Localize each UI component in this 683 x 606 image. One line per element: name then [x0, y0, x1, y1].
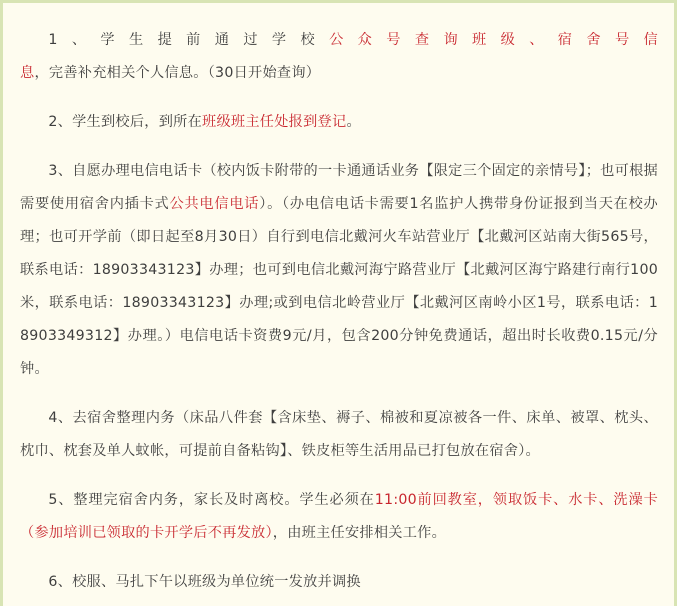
step-1-text-end: ，完善补充相关个人信息。（30日开始查询） — [34, 65, 321, 81]
step-3-paragraph — [20, 155, 658, 386]
step-1-highlight: 公众号查询班级、宿舍号信息 — [20, 32, 658, 81]
step-2-text-end: 。 — [346, 114, 361, 130]
step-4-text: 4、去宿舍整理内务（床品八件套【含床垫、褥子、棉被和夏凉被各一件、床单、被罩、枕头、枕巾、枕套及单人蚊帐，可提前自备粘钩】、铁皮柜等生活用品已打包放在宿舍）。 — [20, 410, 658, 459]
step-2-text: 2、学生到校后，到所在 — [48, 114, 203, 130]
step-1-text: 1、学生提前通过学校 — [48, 32, 330, 48]
step-2-paragraph — [20, 106, 658, 139]
step-5-text-end: ，由班主任安排相关工作。 — [272, 525, 447, 541]
step-1-paragraph — [20, 24, 658, 90]
step-4-paragraph — [20, 402, 658, 468]
step-2-highlight: 班级班主任处报到登记 — [202, 114, 347, 130]
step-3-text-end: ）。（办电信电话卡需要1名监护人携带身份证报到当天在校办理；也可开学前（即日起至8月30日）自行到电信北戴河火车站营业厅【北戴河区站南大街565号，联系电话：18903343123】办理；也可到电信北戴河海宁路营业厅【北戴河区海宁路建行南行100米，联系电话：18903343123】办理;或到电信北岭营业厅【北戴河区南岭小区1号，联系电话：18903349312】办理。）电信电话卡资费9元/月，包含200分钟免费通话，超出时长收费0.15元/分钟。 — [20, 196, 658, 377]
step-3-highlight: 公共电信电话 — [169, 196, 260, 212]
step-6-paragraph — [20, 566, 658, 599]
step-5-text: 5、整理完宿舍内务，家长及时离校。学生必须在 — [48, 492, 375, 508]
step-5-paragraph — [20, 484, 658, 550]
step-6-text: 6、校服、马扎下午以班级为单位统一发放并调换 — [48, 574, 361, 590]
step-3-text: 3、自愿办理电信电话卡（校内饭卡附带的一卡通通话业务【限定三个固定的亲情号】；也可根据需要使用宿舍内插卡式 — [20, 163, 658, 212]
step-5-highlight: 11:00前回教室，领取饭卡、水卡、洗澡卡（参加培训已领取的卡开学后不再发放） — [20, 492, 659, 541]
